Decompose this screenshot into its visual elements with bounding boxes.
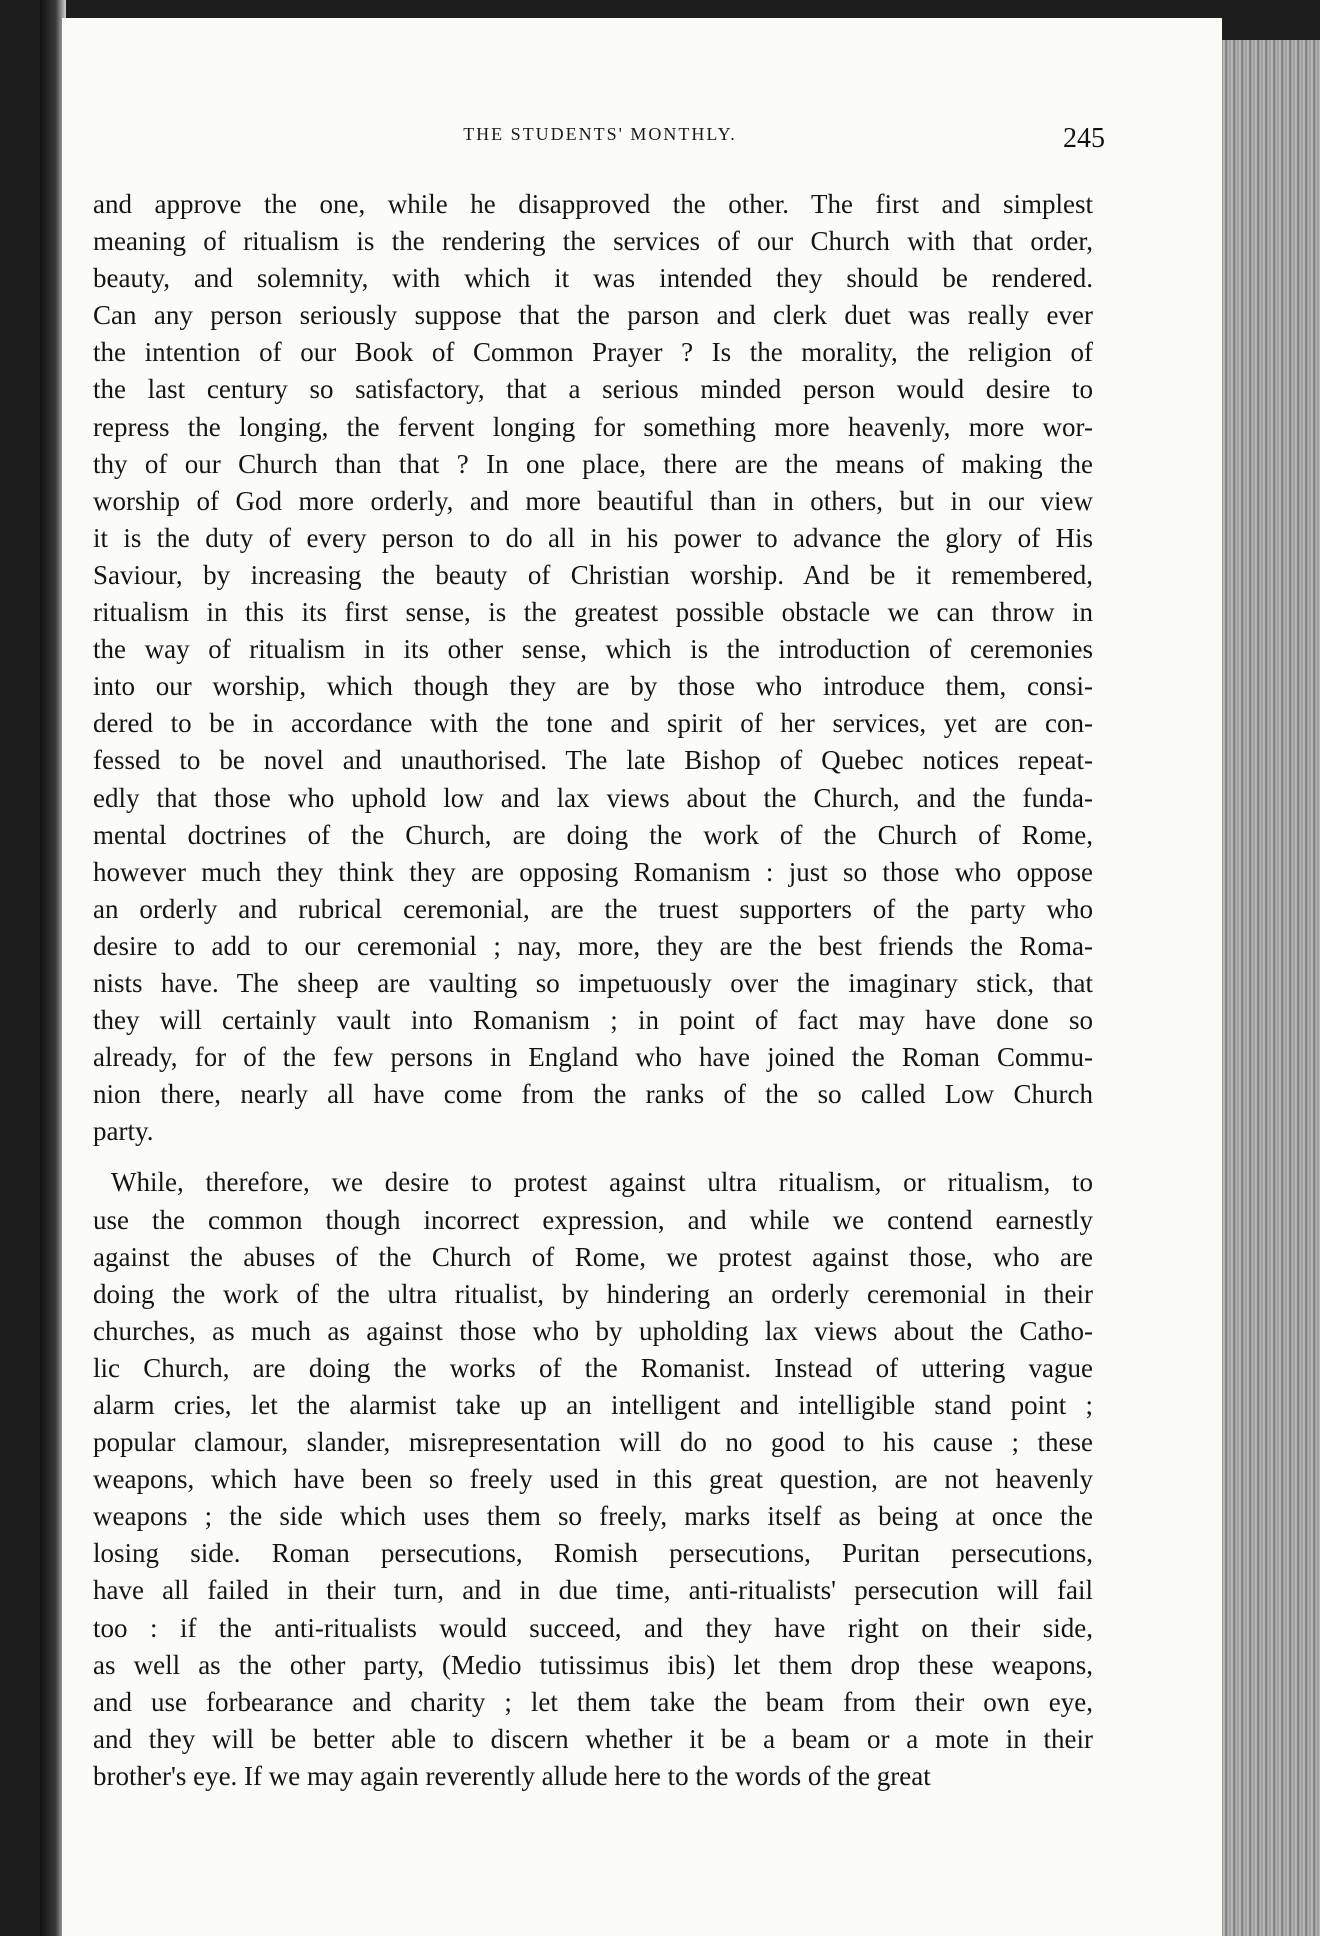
text-line: alarm cries, let the alarmist take up an intelligent and intelligible stand point ; bbox=[93, 1390, 1093, 1420]
text-line: the intention of our Book of Common Prayer ? Is the morality, the religion of bbox=[93, 337, 1093, 368]
text-line: use the common though incorrect expression, and while we contend earnestly bbox=[93, 1204, 1093, 1235]
text-line: repress the longing, the fervent longing for something more heavenly, more wor- bbox=[93, 411, 1093, 442]
text-line: thy of our Church than that ? In one place, there are the means of making the bbox=[93, 448, 1093, 479]
text-line: doing the work of the ultra ritualist, by hindering an orderly ceremonial in their bbox=[93, 1278, 1093, 1309]
page-edges bbox=[1222, 40, 1320, 1936]
text-line: desire to add to our ceremonial ; nay, more, they are the best friends the Roma- bbox=[93, 930, 1093, 961]
text-line: the way of ritualism in its other sense, which is the introduction of ceremonies bbox=[93, 634, 1093, 665]
text-line: Saviour, by increasing the beauty of Christian worship. And be it remembered, bbox=[93, 559, 1093, 590]
text-line: brother's eye. If we may again reverently allude here to the words of the great bbox=[93, 1760, 931, 1791]
body-text bbox=[93, 186, 1093, 1795]
page-header bbox=[0, 0, 1320, 160]
text-line: and approve the one, while he disapproved the other. The first and simplest bbox=[93, 189, 1093, 219]
text-line: worship of God more orderly, and more beautiful than in others, but in our view bbox=[93, 485, 1093, 516]
text-line: and use forbearance and charity ; let them take the beam from their own eye, bbox=[93, 1686, 1093, 1717]
text-line: ritualism in this its first sense, is the greatest possible obstacle we can throw in bbox=[93, 597, 1093, 628]
text-line: edly that those who uphold low and lax views about the Church, and the funda- bbox=[93, 782, 1093, 813]
text-line: too : if the anti-ritualists would succeed, and they have right on their side, bbox=[93, 1612, 1093, 1643]
text-line: however much they think they are opposing Romanism : just so those who oppose bbox=[93, 856, 1093, 887]
text-line: against the abuses of the Church of Rome, we protest against those, who are bbox=[93, 1241, 1093, 1272]
text-line: weapons, which have been so freely used in this great question, are not heavenly bbox=[93, 1464, 1093, 1495]
text-line: meaning of ritualism is the rendering the services of our Church with that order, bbox=[93, 226, 1093, 257]
text-line: into our worship, which though they are by those who introduce them, consi- bbox=[93, 671, 1093, 702]
text-line: and they will be better able to discern whether it be a beam or a mote in their bbox=[93, 1723, 1093, 1754]
text-line: they will certainly vault into Romanism ; in point of fact may have done so bbox=[93, 1005, 1093, 1036]
text-line: party. bbox=[93, 1116, 154, 1147]
text-line: fessed to be novel and unauthorised. The late Bishop of Quebec notices repeat- bbox=[93, 745, 1093, 776]
text-line: lic Church, are doing the works of the Romanist. Instead of uttering vague bbox=[93, 1352, 1093, 1383]
text-line: dered to be in accordance with the tone and spirit of her services, yet are con- bbox=[93, 708, 1093, 739]
text-line: already, for of the few persons in England who have joined the Roman Commu- bbox=[93, 1042, 1093, 1073]
running-title: THE STUDENTS' MONTHLY. bbox=[463, 124, 737, 144]
text-line: nists have. The sheep are vaulting so impetuously over the imaginary stick, that bbox=[93, 967, 1093, 998]
text-line: churches, as much as against those who by upholding lax views about the Catho- bbox=[93, 1315, 1093, 1346]
text-line: an orderly and rubrical ceremonial, are the truest supporters of the party who bbox=[93, 893, 1093, 924]
text-line: popular clamour, slander, misrepresentation will do no good to his cause ; these bbox=[93, 1427, 1093, 1458]
text-line: as well as the other party, (Medio tutissimus ibis) let them drop these weapons, bbox=[93, 1649, 1093, 1680]
text-line: the last century so satisfactory, that a serious minded person would desire to bbox=[93, 374, 1093, 405]
paragraph bbox=[93, 1164, 1093, 1795]
text-line: losing side. Roman persecutions, Romish persecutions, Puritan persecutions, bbox=[93, 1538, 1093, 1569]
paragraph bbox=[93, 186, 1093, 1150]
text-line: nion there, nearly all have come from the ranks of the so called Low Church bbox=[93, 1079, 1093, 1110]
text-line: Can any person seriously suppose that the parson and clerk duet was really ever bbox=[93, 300, 1093, 331]
text-line: weapons ; the side which uses them so freely, marks itself as being at once the bbox=[93, 1501, 1093, 1532]
text-line: beauty, and solemnity, with which it was intended they should be rendered. bbox=[93, 263, 1093, 294]
text-line: While, therefore, we desire to protest against ultra ritualism, or ritualism, to bbox=[111, 1167, 1093, 1198]
text-line: mental doctrines of the Church, are doing the work of the Church of Rome, bbox=[93, 819, 1093, 850]
text-line: have all failed in their turn, and in due time, anti-ritualists' persecution will fail bbox=[93, 1575, 1093, 1606]
page-number: 245 bbox=[1063, 123, 1105, 154]
text-line: it is the duty of every person to do all in his power to advance the glory of His bbox=[93, 522, 1093, 553]
